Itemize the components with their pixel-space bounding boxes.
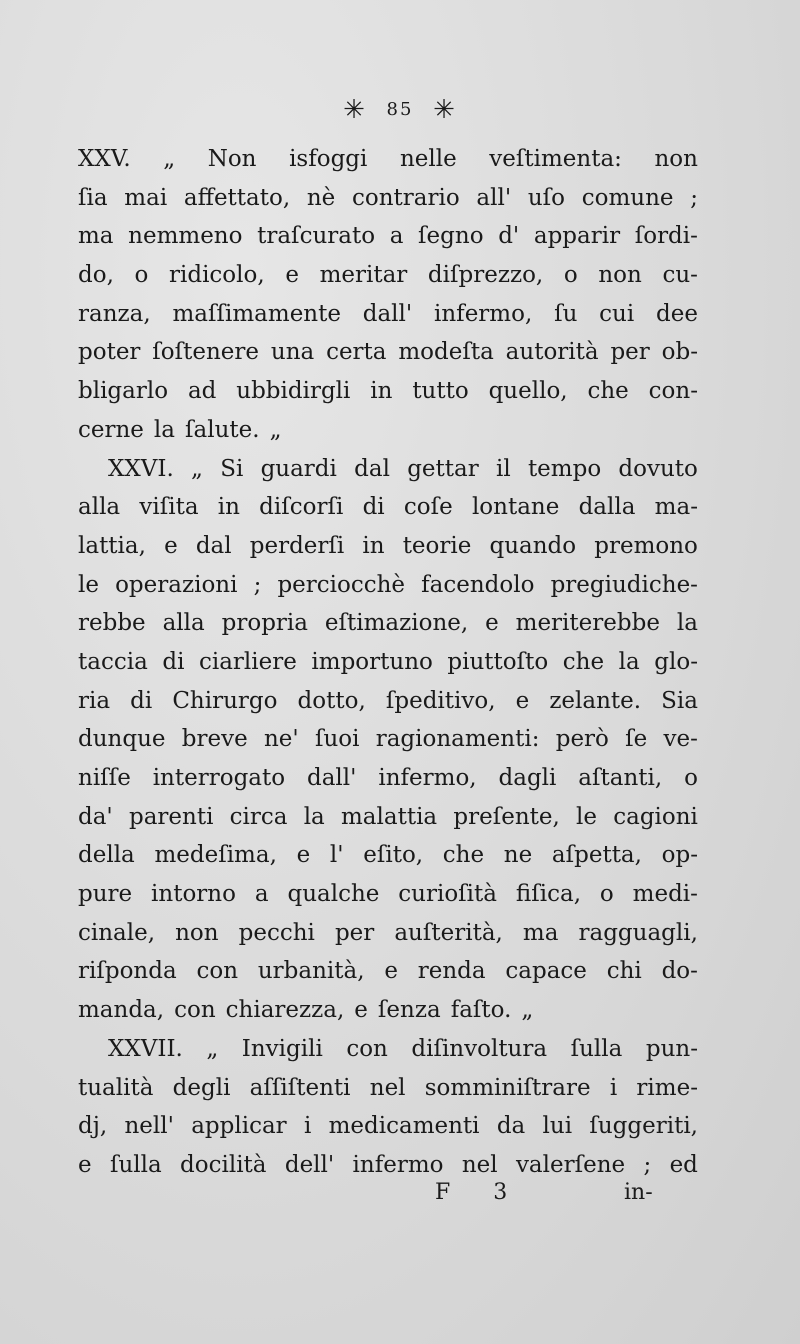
word: perciocchè: [277, 571, 406, 598]
word: diſcorſi: [259, 494, 344, 521]
word: che: [587, 378, 629, 405]
word: importuno: [311, 648, 433, 675]
word: curioſità: [398, 881, 497, 908]
word: comune: [581, 184, 674, 211]
word: ve-: [663, 726, 698, 753]
word: certa: [326, 339, 387, 366]
word: niſſe: [78, 765, 131, 791]
word: la: [618, 648, 640, 675]
word: i: [303, 1113, 312, 1140]
word: dal: [195, 532, 232, 559]
word: capace: [505, 958, 587, 985]
word: lui: [542, 1113, 573, 1140]
word: o: [684, 765, 698, 791]
word: pure: [78, 881, 133, 908]
word: ſordi-: [634, 223, 698, 250]
word: di: [130, 687, 153, 714]
word: XXVII.: [108, 1035, 183, 1062]
word: veſtimenta:: [489, 146, 622, 172]
word: che: [562, 648, 605, 675]
text-line: [78, 836, 698, 875]
word: „: [206, 1035, 219, 1062]
word: aſpetta,: [551, 842, 642, 869]
page-footer: [0, 1176, 800, 1216]
word: rime-: [636, 1074, 698, 1101]
word: tempo: [527, 455, 602, 482]
word: ne: [503, 842, 533, 869]
word: Invigili: [241, 1035, 323, 1062]
text-line: [78, 643, 698, 682]
word: la: [676, 610, 698, 637]
catchword: in-: [624, 1180, 653, 1205]
word: o: [599, 881, 614, 908]
asterisk-ornament-icon: ✳: [433, 94, 457, 125]
word: op-: [661, 842, 698, 869]
word: fiſica,: [515, 881, 582, 908]
word: che: [442, 842, 485, 869]
word: circa: [229, 803, 288, 830]
text-line: [78, 450, 698, 489]
word: per: [334, 919, 375, 946]
word: dal: [354, 455, 390, 482]
word: nemmeno: [128, 223, 243, 250]
word: all': [476, 184, 512, 211]
word: dell': [284, 1151, 335, 1178]
word: ſuoi: [314, 726, 360, 753]
word: parenti: [128, 803, 214, 830]
word: „: [191, 455, 203, 482]
word: ad: [187, 378, 217, 405]
text-line: [78, 527, 698, 566]
word: facendolo: [421, 571, 535, 598]
word: però: [555, 726, 609, 753]
word: isfoggi: [289, 146, 368, 172]
text-line: [78, 295, 698, 334]
word: Si: [220, 455, 244, 482]
text-line: [78, 1030, 698, 1069]
word: il: [495, 455, 511, 482]
word: auſterità,: [394, 919, 503, 946]
word: ciarliere: [198, 648, 297, 675]
word: cu-: [662, 262, 698, 289]
word: in: [362, 532, 385, 559]
word: dj,: [78, 1113, 108, 1140]
word: glo-: [654, 648, 698, 675]
word: infermo,: [378, 765, 477, 791]
page-number: 85: [386, 99, 414, 120]
word: „: [163, 146, 176, 172]
word: aſtanti,: [578, 765, 663, 791]
word: dagli: [498, 765, 557, 791]
word: aſſiſtenti: [249, 1074, 351, 1101]
word: chi: [606, 958, 642, 985]
word: degli: [172, 1074, 231, 1101]
word: alla: [162, 610, 205, 637]
word: non: [175, 919, 219, 946]
text-line: [78, 991, 698, 1030]
word: Chirurgo: [172, 687, 278, 714]
word: medi-: [632, 881, 698, 908]
word: la: [303, 803, 325, 830]
page-header: [0, 94, 800, 125]
word: ma-: [654, 494, 698, 521]
word: do-: [661, 958, 698, 985]
word: Non: [207, 146, 257, 172]
word: non: [654, 146, 698, 172]
word: ſegno: [418, 223, 484, 250]
word: dee: [656, 300, 698, 327]
body-text: [78, 140, 698, 1185]
word: ſu: [554, 300, 578, 327]
word: manda,: [78, 997, 165, 1024]
word: da: [496, 1113, 526, 1140]
word: e: [485, 610, 499, 637]
word: e: [164, 532, 178, 559]
word: rebbe: [78, 610, 146, 637]
word: e: [515, 687, 530, 714]
word: urbanità,: [257, 958, 365, 985]
word: taccia: [78, 648, 148, 675]
word: con: [346, 1035, 388, 1062]
word: coſe: [403, 494, 453, 521]
word: preſente,: [453, 803, 560, 830]
word: tualità: [78, 1074, 154, 1101]
text-line: [78, 488, 698, 527]
word: ſulla: [570, 1035, 623, 1062]
word: breve: [181, 726, 248, 753]
text-line: [78, 566, 698, 605]
word: la: [153, 416, 175, 443]
text-line: [78, 256, 698, 295]
word: nè: [306, 184, 336, 211]
word: operazioni: [115, 571, 238, 598]
word: e: [285, 262, 299, 289]
word: teorie: [402, 532, 472, 559]
word: ſoſtenere: [152, 339, 260, 366]
word: mai: [124, 184, 168, 211]
word: di: [162, 648, 185, 675]
word: pun-: [645, 1035, 698, 1062]
word: apparir: [533, 223, 621, 250]
text-line: [78, 682, 698, 721]
word: con-: [648, 378, 698, 405]
word: con: [196, 958, 239, 985]
word: ubbidirgli: [236, 378, 351, 405]
word: contrario: [352, 184, 460, 211]
text-line: [78, 179, 698, 218]
word: meriterebbe: [515, 610, 660, 637]
word: d': [498, 223, 520, 250]
text-line: [78, 1107, 698, 1146]
word: applicar: [191, 1113, 287, 1140]
word: somminiſtrare: [424, 1074, 591, 1101]
word: uſo: [527, 184, 566, 211]
text-line: [78, 875, 698, 914]
word: cinale,: [78, 919, 156, 946]
word: premono: [594, 532, 698, 559]
word: do,: [78, 262, 114, 289]
word: traſcurato: [257, 223, 376, 250]
word: dall': [306, 765, 357, 791]
word: qualche: [287, 881, 380, 908]
word: della: [78, 842, 135, 869]
word: gettar: [407, 455, 479, 482]
word: affettato,: [183, 184, 291, 211]
word: ma: [522, 919, 559, 946]
word: cagioni: [613, 803, 698, 830]
word: tutto: [412, 378, 469, 405]
word: ridicolo,: [169, 262, 265, 289]
text-line: [78, 1069, 698, 1108]
word: dunque: [78, 726, 166, 753]
word: medicamenti: [328, 1113, 480, 1140]
word: ragguagli,: [578, 919, 698, 946]
word: ;: [253, 571, 262, 598]
word: nel: [369, 1074, 406, 1101]
text-line: [78, 952, 698, 991]
word: renda: [417, 958, 486, 985]
word: ranza,: [78, 300, 151, 327]
word: in: [217, 494, 240, 521]
word: diſinvoltura: [411, 1035, 548, 1062]
text-line: [78, 759, 698, 798]
word: ſe: [625, 726, 648, 753]
word: chiarezza,: [225, 997, 345, 1024]
word: docilità: [180, 1151, 267, 1178]
word: lattia,: [78, 532, 146, 559]
text-line: [78, 720, 698, 759]
word: nelle: [399, 146, 457, 172]
word: „: [269, 416, 282, 443]
text-line: [78, 333, 698, 372]
word: a: [254, 881, 269, 908]
word: una: [270, 339, 315, 366]
word: lontane: [471, 494, 560, 521]
word: ragionamenti:: [375, 726, 540, 753]
word: dotto,: [297, 687, 366, 714]
word: ſuggeriti,: [589, 1113, 698, 1140]
word: le: [78, 571, 99, 598]
word: diſprezzo,: [427, 262, 544, 289]
word: medeſima,: [154, 842, 277, 869]
text-line: [78, 217, 698, 256]
word: pecchi: [238, 919, 315, 946]
word: dall': [362, 300, 413, 327]
word: ſulla: [109, 1151, 162, 1178]
text-line: [78, 798, 698, 837]
word: ma: [78, 223, 114, 250]
word: le: [576, 803, 597, 830]
text-line: [78, 140, 698, 179]
word: viſita: [139, 494, 199, 521]
word: eſito,: [363, 842, 424, 869]
word: in: [370, 378, 393, 405]
word: ſia: [78, 184, 108, 211]
word: e: [354, 997, 368, 1024]
word: dovuto: [618, 455, 698, 482]
word: maſſimamente: [172, 300, 341, 327]
word: dalla: [578, 494, 636, 521]
word: non: [598, 262, 642, 289]
word: riſponda: [78, 958, 177, 985]
word: cui: [599, 300, 635, 327]
word: infermo,: [434, 300, 533, 327]
word: quando: [489, 532, 577, 559]
word: zelante.: [549, 687, 642, 714]
word: ſpeditivo,: [385, 687, 496, 714]
text-line: [78, 372, 698, 411]
word: valerſene: [515, 1151, 626, 1178]
word: ed: [669, 1151, 698, 1178]
word: modeſta: [398, 339, 494, 366]
word: „: [521, 997, 534, 1024]
asterisk-ornament-icon: ✳: [343, 94, 367, 125]
word: poter: [78, 339, 141, 366]
word: e: [78, 1151, 92, 1178]
word: alla: [78, 494, 121, 521]
word: XXV.: [78, 146, 131, 172]
word: autorità: [505, 339, 599, 366]
word: l': [329, 842, 344, 869]
text-line: [78, 914, 698, 953]
word: quello,: [488, 378, 568, 405]
word: bligarlo: [78, 378, 169, 405]
word: piuttoſto: [447, 648, 549, 675]
word: propria: [221, 610, 308, 637]
word: ria: [78, 687, 111, 714]
word: nel: [461, 1151, 498, 1178]
word: pregiudiche-: [550, 571, 698, 598]
word: e: [384, 958, 398, 985]
word: infermo: [352, 1151, 444, 1178]
word: e: [296, 842, 311, 869]
word: ob-: [661, 339, 698, 366]
word: ;: [643, 1151, 652, 1178]
word: intorno: [151, 881, 236, 908]
word: cerne: [78, 416, 144, 443]
word: o: [134, 262, 149, 289]
text-line: [78, 411, 698, 450]
word: faſto.: [450, 997, 512, 1024]
word: guardi: [260, 455, 337, 482]
word: con: [174, 997, 216, 1024]
word: i: [609, 1074, 618, 1101]
word: Sia: [661, 687, 698, 714]
word: da': [78, 803, 113, 830]
word: a: [389, 223, 404, 250]
signature-mark: F 3: [435, 1180, 526, 1205]
word: eſtimazione,: [324, 610, 469, 637]
word: di: [362, 494, 385, 521]
word: nell': [124, 1113, 174, 1140]
word: XXVI.: [108, 455, 174, 482]
word: ne': [263, 726, 299, 753]
word: meritar: [319, 262, 408, 289]
word: malattia: [341, 803, 438, 830]
word: o: [563, 262, 578, 289]
word: ;: [690, 184, 698, 211]
word: per: [610, 339, 650, 366]
word: ſalute.: [185, 416, 260, 443]
text-line: [78, 604, 698, 643]
word: interrogato: [152, 765, 286, 791]
word: perderſi: [249, 532, 345, 559]
word: ſenza: [377, 997, 441, 1024]
